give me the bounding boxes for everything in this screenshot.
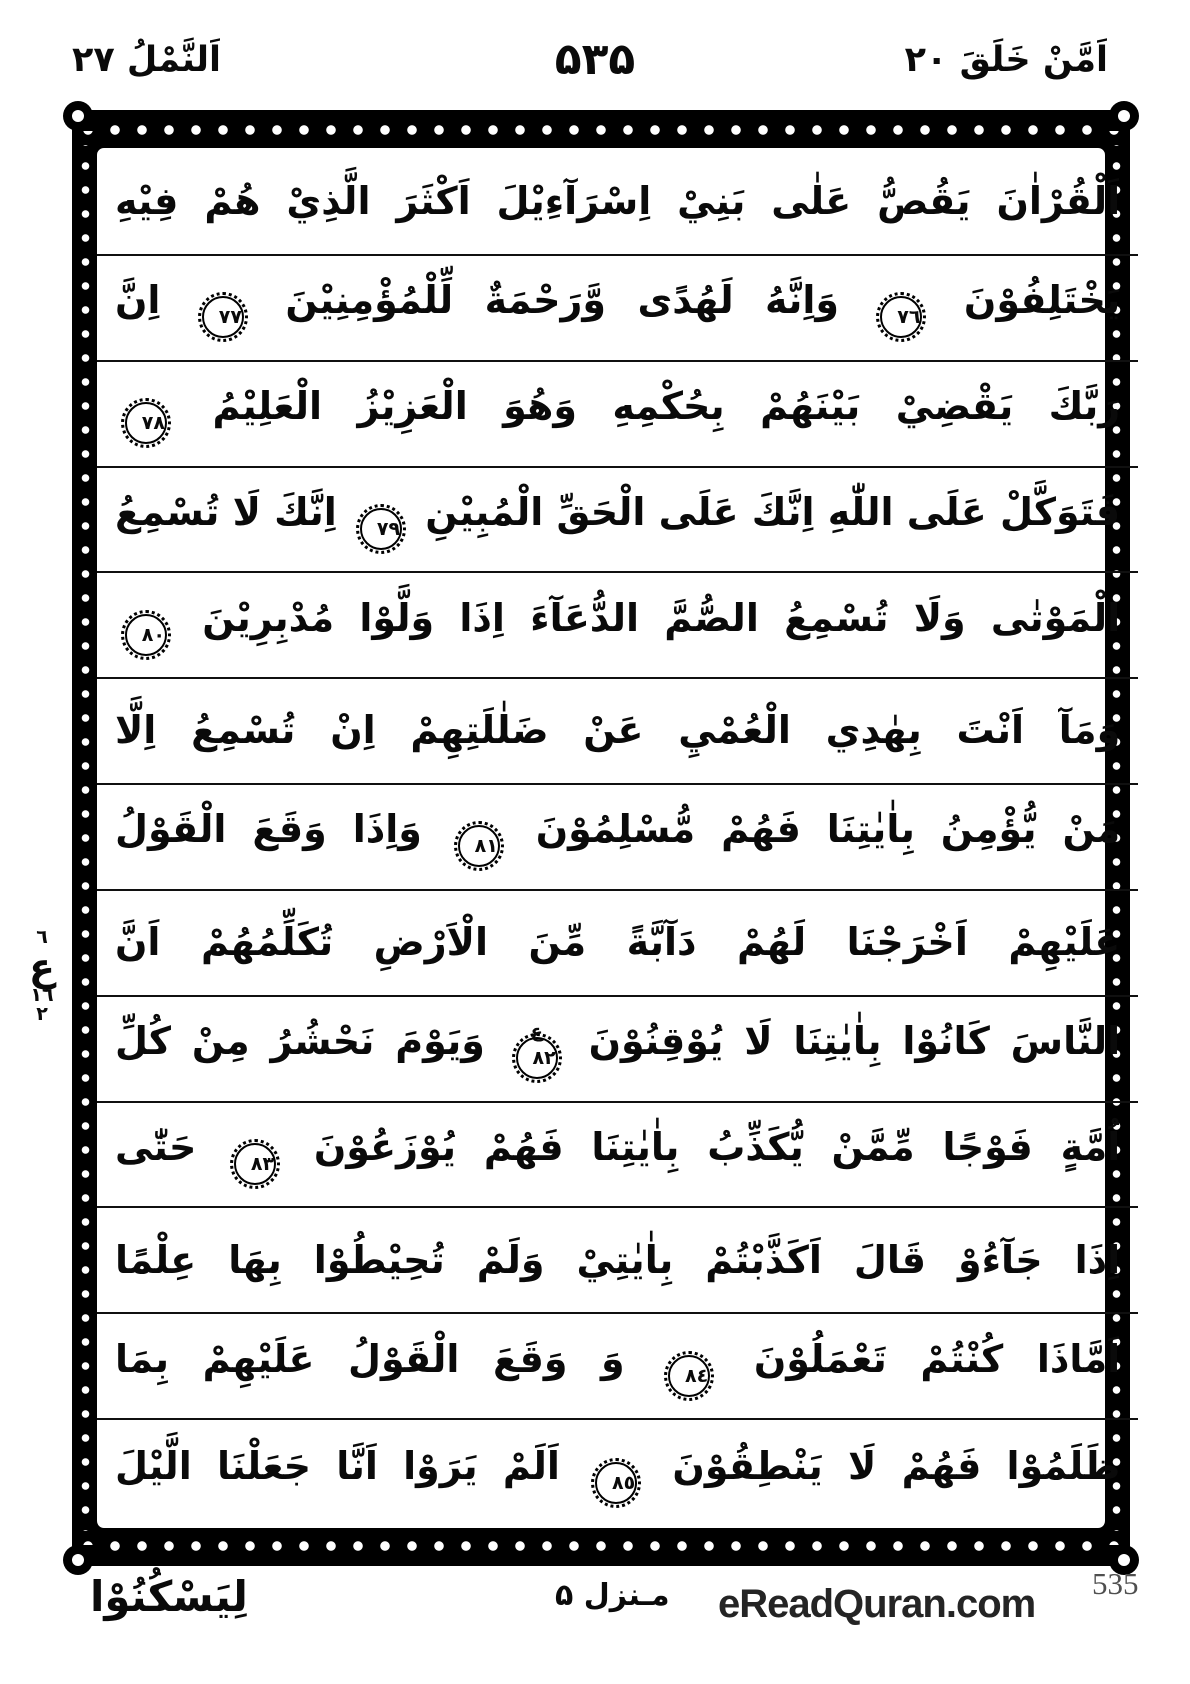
- ayah-end-marker: ٧٦: [880, 296, 922, 338]
- ayah-line-text: [97, 806, 1138, 867]
- quran-line-2: [97, 256, 1138, 362]
- ayah-text: اَلْقُرْاٰنَ يَقُصُّ عَلٰى بَنِيْ اِسْرَآءِيْلَ اَكْثَرَ الَّذِيْ هُمْ فِيْهِ: [115, 179, 1121, 224]
- ayah-line-text: [97, 1443, 1138, 1504]
- page-number-arabic: ۵۳۵: [554, 34, 636, 85]
- ayah-end-marker: ٧٩: [360, 508, 402, 550]
- ayah-line-text: [97, 595, 1138, 656]
- ayah-text: فَتَوَكَّلْ عَلَى اللّٰهِ اِنَّكَ عَلَى الْحَقِّ الْمُبِيْنِ: [425, 489, 1121, 534]
- watermark-text: eReadQuran.com: [718, 1582, 1036, 1626]
- ayah-line-text: [97, 178, 1138, 226]
- ayah-text: اَمَّاذَا كُنْتُمْ تَعْمَلُوْنَ: [753, 1336, 1121, 1381]
- margin-ruku-marker: [14, 928, 70, 1024]
- ayah-text: الْمَوْتٰى وَلَا تُسْمِعُ الصُّمَّ الدُّعَآءَ اِذَا وَلَّوْا مُدْبِرِيْنَ: [202, 595, 1121, 640]
- page-number: 535: [1092, 1566, 1139, 1601]
- ayah-end-marker: ٨١: [458, 825, 500, 867]
- catchword: لِيَسْكُنُوْا: [90, 1572, 248, 1621]
- ayah-text: اَلَمْ يَرَوْا اَنَّا جَعَلْنَا الَّيْلَ: [115, 1443, 560, 1488]
- ruku-ain-mark: ع: [530, 1021, 543, 1043]
- ruku-juz-number: ١٦: [30, 984, 54, 1006]
- ayah-text: وَاِذَا وَقَعَ الْقَوْلُ: [115, 807, 422, 852]
- ayah-text: اِنَّكَ لَا تُسْمِعُ: [115, 489, 337, 534]
- ruku-surah-number: ٦: [36, 926, 48, 948]
- quran-line-3: [97, 362, 1138, 468]
- quran-line-1: [97, 150, 1138, 256]
- ain-ruku-icon: ع: [29, 945, 55, 989]
- ayah-line-text: [97, 919, 1138, 967]
- ayah-line-text: [97, 277, 1138, 338]
- ayah-end-marker: ٧٧: [202, 296, 244, 338]
- ayah-text: وَمَآ اَنْتَ بِهٰدِي الْعُمْيِ عَنْ ضَلٰلَتِهِمْ اِنْ تُسْمِعُ اِلَّا: [115, 708, 1121, 753]
- surah-name-label: اَلنَّمْلُ ٢٧: [72, 40, 222, 80]
- ayah-text: رَبَّكَ يَقْضِيْ بَيْنَهُمْ بِحُكْمِهِ وَهُوَ الْعَزِيْزُ الْعَلِيْمُ: [212, 384, 1121, 429]
- ayah-line-text: [97, 1237, 1138, 1285]
- ayah-end-marker: ٧٨: [125, 402, 167, 444]
- ayah-text: النَّاسَ كَانُوْا بِاٰيٰتِنَا لَا يُوْقِنُوْنَ: [588, 1019, 1121, 1064]
- quran-line-8: [97, 891, 1138, 997]
- ayah-line-text: [97, 489, 1138, 550]
- quran-line-11: [97, 1208, 1138, 1314]
- corner-ornament-bottom-left: [63, 1545, 93, 1575]
- quran-line-5: [97, 573, 1138, 679]
- juz-name-label: اَمَّنْ خَلَقَ ٢٠: [904, 40, 1108, 80]
- manzil-label: مـنزل ۵: [555, 1578, 670, 1613]
- quran-line-9: [97, 997, 1138, 1103]
- quran-line-10: [97, 1103, 1138, 1209]
- ayah-text: ظَلَمُوْا فَهُمْ لَا يَنْطِقُوْنَ: [672, 1443, 1121, 1488]
- ayah-text: اُمَّةٍ فَوْجًا مِّمَّنْ يُّكَذِّبُ بِاٰيٰتِنَا فَهُمْ يُوْزَعُوْنَ: [313, 1125, 1121, 1170]
- ornament-border-top: [77, 115, 1125, 145]
- ayah-text: وَيَوْمَ نَحْشُرُ مِنْ كُلِّ: [115, 1019, 485, 1064]
- ayah-end-marker: ٨٥: [595, 1462, 637, 1504]
- quran-line-12: [97, 1314, 1138, 1420]
- ayah-text: يَخْتَلِفُوْنَ: [963, 278, 1121, 323]
- ayah-text: اِنَّ: [115, 278, 161, 323]
- ayah-text: مَنْ يُّؤْمِنُ بِاٰيٰتِنَا فَهُمْ مُّسْلِمُوْنَ: [535, 807, 1121, 852]
- ayah-end-marker: ٨٠: [125, 614, 167, 656]
- ornamental-frame: [72, 110, 1130, 1566]
- ayah-line-text: [97, 1124, 1138, 1185]
- quran-line-13: [97, 1420, 1138, 1526]
- quran-line-6: [97, 679, 1138, 785]
- ayah-text: وَاِنَّهُ لَهُدًى وَّرَحْمَةٌ لِّلْمُؤْمِنِيْنَ: [285, 278, 840, 323]
- quran-line-7: [97, 785, 1138, 891]
- ayah-end-marker: ٨٢ ع: [516, 1037, 558, 1079]
- ayah-line-text: [97, 707, 1138, 755]
- ayah-end-marker: ٨٣: [234, 1143, 276, 1185]
- ayah-line-text: [97, 383, 1138, 444]
- ornament-border-bottom: [77, 1531, 1125, 1561]
- ayah-line-text: [97, 1336, 1138, 1397]
- corner-ornament-top-left: [63, 101, 93, 131]
- ayah-text: عَلَيْهِمْ اَخْرَجْنَا لَهُمْ دَآبَّةً مِّنَ الْاَرْضِ تُكَلِّمُهُمْ اَنَّ: [115, 920, 1121, 965]
- ruku-bottom-number: ٢: [36, 1003, 48, 1025]
- ayah-text: اِذَا جَآءُوْ قَالَ اَكَذَّبْتُمْ بِاٰيٰتِيْ وَلَمْ تُحِيْطُوْا بِهَا عِلْمًا: [115, 1237, 1121, 1282]
- corner-ornament-top-right: [1109, 101, 1139, 131]
- ayah-text: حَتّٰى: [115, 1125, 197, 1170]
- ayah-end-marker: ٨٤: [668, 1355, 710, 1397]
- quran-lines: [94, 145, 1121, 1531]
- quran-line-4: [97, 468, 1138, 574]
- ayah-line-text: [97, 1018, 1138, 1079]
- ornament-border-left: [77, 145, 94, 1531]
- ayah-text: وَ وَقَعَ الْقَوْلُ عَلَيْهِمْ بِمَا: [115, 1336, 625, 1381]
